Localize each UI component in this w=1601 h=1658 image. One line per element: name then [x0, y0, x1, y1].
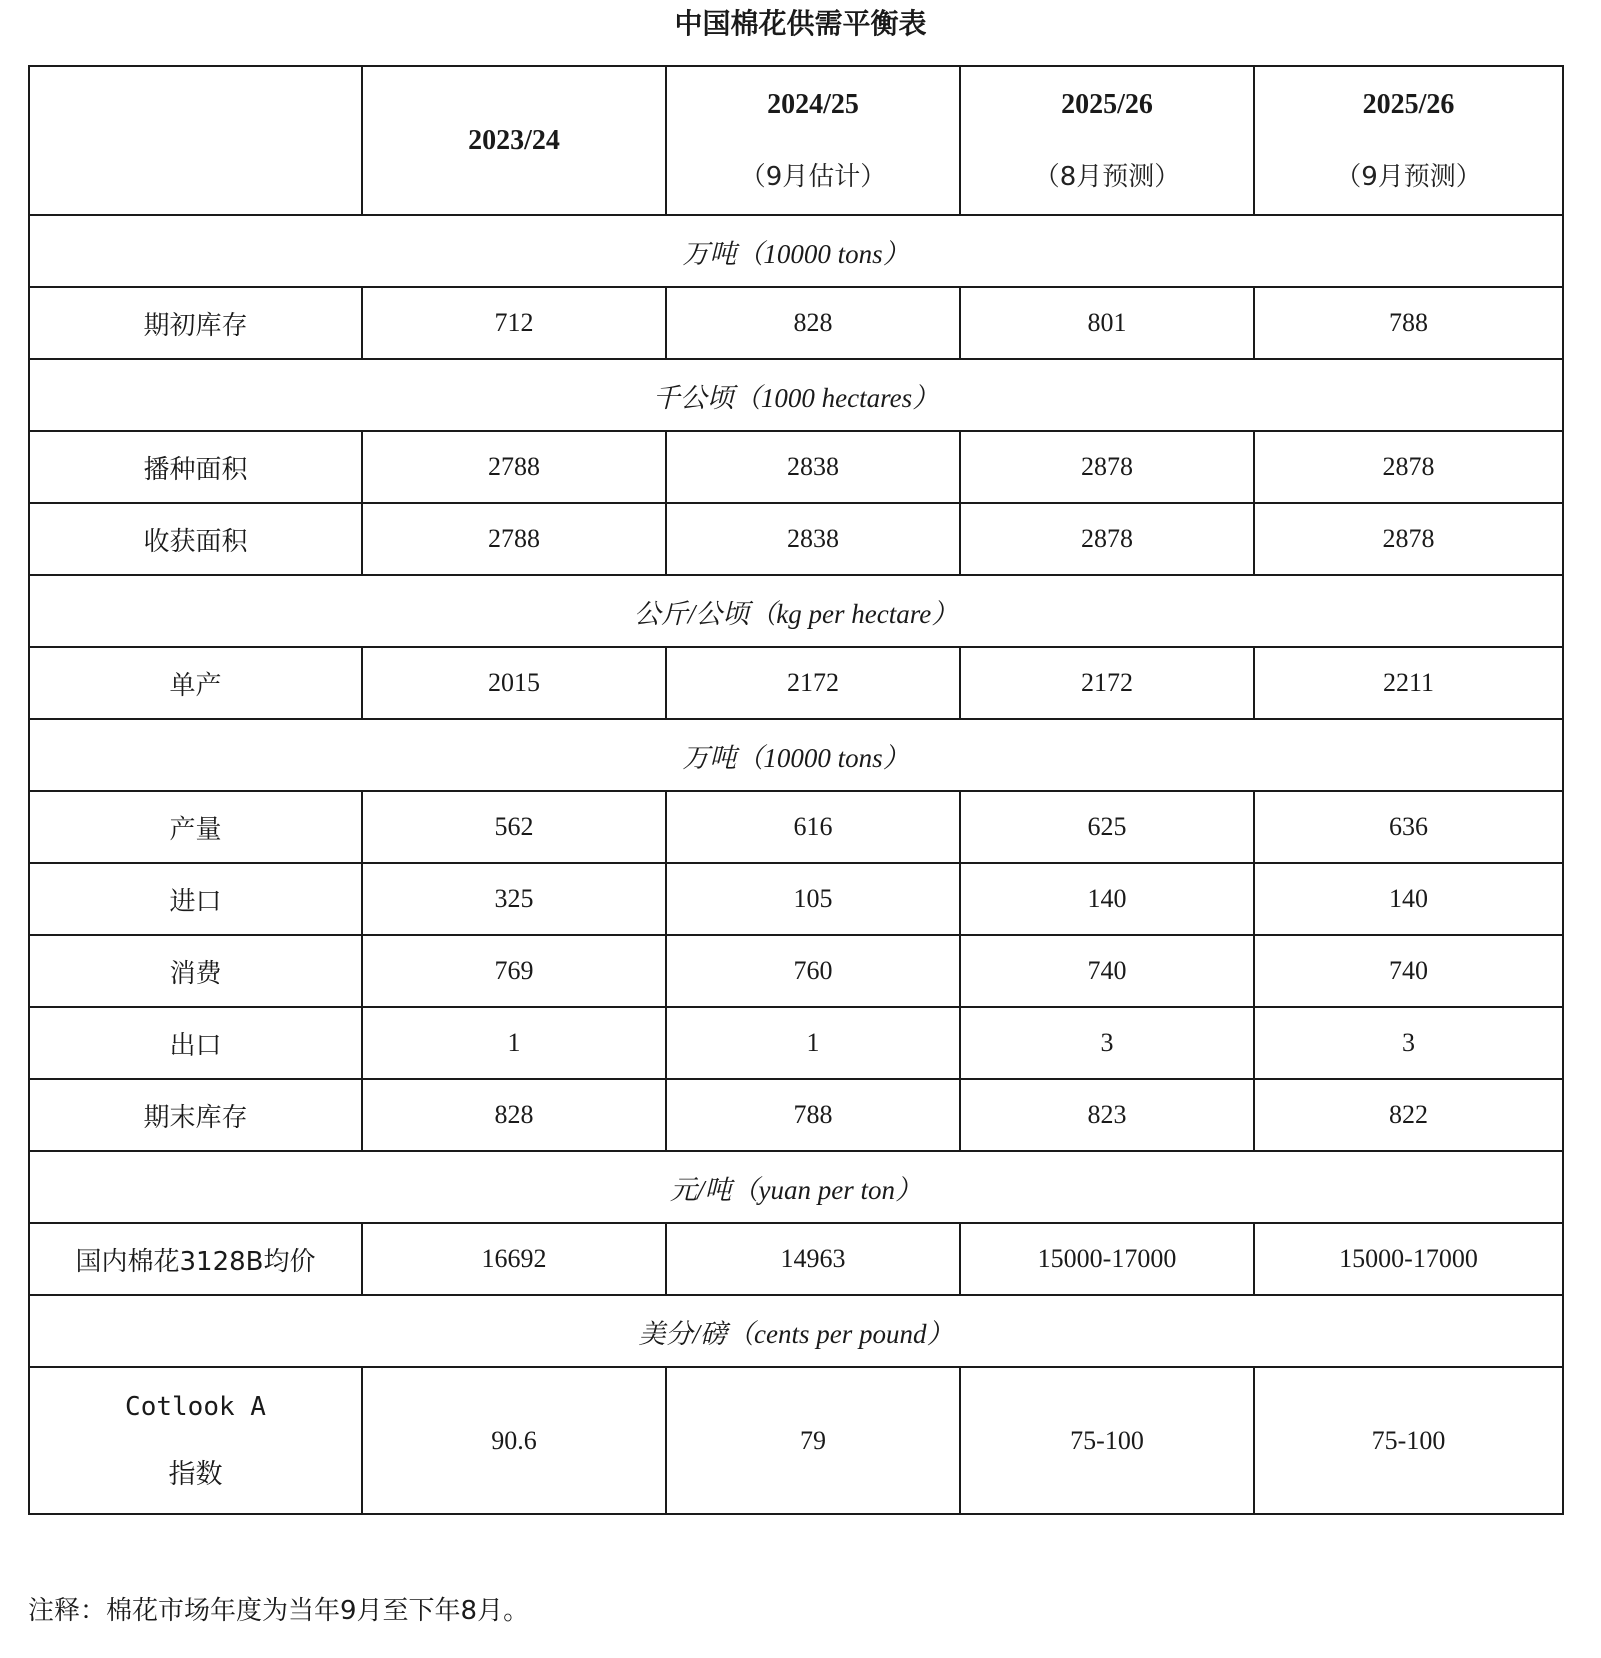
header-year: 2025/26 — [1061, 88, 1153, 120]
row-label-line: Cotlook A — [125, 1391, 266, 1422]
table-cell: 16692 — [362, 1223, 666, 1295]
table-cell: 325 — [362, 863, 666, 935]
table-row — [29, 503, 1563, 575]
header-cell-2025-26-sep — [1254, 66, 1563, 215]
header-subtitle: （8月预测） — [1033, 161, 1181, 192]
unit-label: 千公顷（1000 hectares） — [29, 359, 1563, 431]
row-label: 产量 — [29, 791, 362, 863]
row-label: 进口 — [29, 863, 362, 935]
table-cell: 140 — [960, 863, 1254, 935]
table-row — [29, 1367, 1563, 1514]
row-label: 期初库存 — [29, 287, 362, 359]
unit-row — [29, 359, 1563, 431]
table-cell: 105 — [666, 863, 960, 935]
header-year: 2024/25 — [767, 88, 859, 120]
table-cell: 823 — [960, 1079, 1254, 1151]
table-cell: 822 — [1254, 1079, 1563, 1151]
row-label: 出口 — [29, 1007, 362, 1079]
unit-row — [29, 575, 1563, 647]
table-row — [29, 863, 1563, 935]
table-cell: 2211 — [1254, 647, 1563, 719]
table-cell: 616 — [666, 791, 960, 863]
table-cell: 2172 — [666, 647, 960, 719]
unit-row — [29, 1151, 1563, 1223]
table-row — [29, 1223, 1563, 1295]
header-cell-2024-25 — [666, 66, 960, 215]
header-cell-2025-26-aug — [960, 66, 1254, 215]
table-cell: 636 — [1254, 791, 1563, 863]
table-cell: 712 — [362, 287, 666, 359]
table-cell: 2878 — [1254, 431, 1563, 503]
table-cell: 2838 — [666, 503, 960, 575]
table-row — [29, 791, 1563, 863]
table-cell: 788 — [1254, 287, 1563, 359]
header-subtitle: （9月预测） — [1335, 161, 1482, 192]
header-empty-cell — [29, 66, 362, 215]
table-cell: 2172 — [960, 647, 1254, 719]
header-row — [29, 66, 1563, 215]
row-label: 播种面积 — [29, 431, 362, 503]
row-label-cotlook — [29, 1367, 362, 1514]
table-row — [29, 431, 1563, 503]
table-cell: 2878 — [960, 431, 1254, 503]
table-cell: 828 — [666, 287, 960, 359]
table-cell: 828 — [362, 1079, 666, 1151]
table-cell: 15000-17000 — [960, 1223, 1254, 1295]
table-cell: 1 — [666, 1007, 960, 1079]
table-cell: 2838 — [666, 431, 960, 503]
unit-label: 万吨（10000 tons） — [29, 215, 1563, 287]
row-label: 消费 — [29, 935, 362, 1007]
table-cell: 15000-17000 — [1254, 1223, 1563, 1295]
header-year: 2023/24 — [468, 124, 560, 156]
unit-row — [29, 215, 1563, 287]
row-label: 期末库存 — [29, 1079, 362, 1151]
unit-label: 公斤/公顷（kg per hectare） — [29, 575, 1563, 647]
table-cell: 1 — [362, 1007, 666, 1079]
header-subtitle: （9月估计） — [739, 161, 887, 192]
table-cell: 760 — [666, 935, 960, 1007]
unit-row — [29, 719, 1563, 791]
table-cell: 3 — [960, 1007, 1254, 1079]
table-cell: 75-100 — [1254, 1367, 1563, 1514]
row-label: 国内棉花3128B均价 — [29, 1223, 362, 1295]
table-cell: 625 — [960, 791, 1254, 863]
table-cell: 2878 — [1254, 503, 1563, 575]
table-cell: 2788 — [362, 503, 666, 575]
table-cell: 562 — [362, 791, 666, 863]
header-cell-2023-24 — [362, 66, 666, 215]
supply-demand-table — [28, 65, 1564, 1515]
table-cell: 788 — [666, 1079, 960, 1151]
table-row — [29, 1007, 1563, 1079]
table-cell: 740 — [960, 935, 1254, 1007]
table-cell: 79 — [666, 1367, 960, 1514]
table-cell: 740 — [1254, 935, 1563, 1007]
table-row — [29, 1079, 1563, 1151]
table-cell: 3 — [1254, 1007, 1563, 1079]
unit-label: 元/吨（yuan per ton） — [29, 1151, 1563, 1223]
table-cell: 2788 — [362, 431, 666, 503]
row-label: 单产 — [29, 647, 362, 719]
table-row — [29, 287, 1563, 359]
header-year: 2025/26 — [1362, 88, 1455, 120]
table-cell: 90.6 — [362, 1367, 666, 1514]
table-cell: 2015 — [362, 647, 666, 719]
unit-label: 万吨（10000 tons） — [29, 719, 1563, 791]
row-label: 收获面积 — [29, 503, 362, 575]
row-label-line: 指数 — [168, 1458, 223, 1490]
footnote: 注释：棉花市场年度为当年9月至下年8月。 — [28, 1596, 530, 1626]
table-title: 中国棉花供需平衡表 — [674, 7, 927, 40]
table-row — [29, 935, 1563, 1007]
table-row — [29, 647, 1563, 719]
table-cell: 2878 — [960, 503, 1254, 575]
table-cell: 769 — [362, 935, 666, 1007]
unit-label: 美分/磅（cents per pound） — [29, 1295, 1563, 1367]
table-cell: 14963 — [666, 1223, 960, 1295]
unit-row — [29, 1295, 1563, 1367]
table-cell: 75-100 — [960, 1367, 1254, 1514]
table-cell: 801 — [960, 287, 1254, 359]
table-cell: 140 — [1254, 863, 1563, 935]
